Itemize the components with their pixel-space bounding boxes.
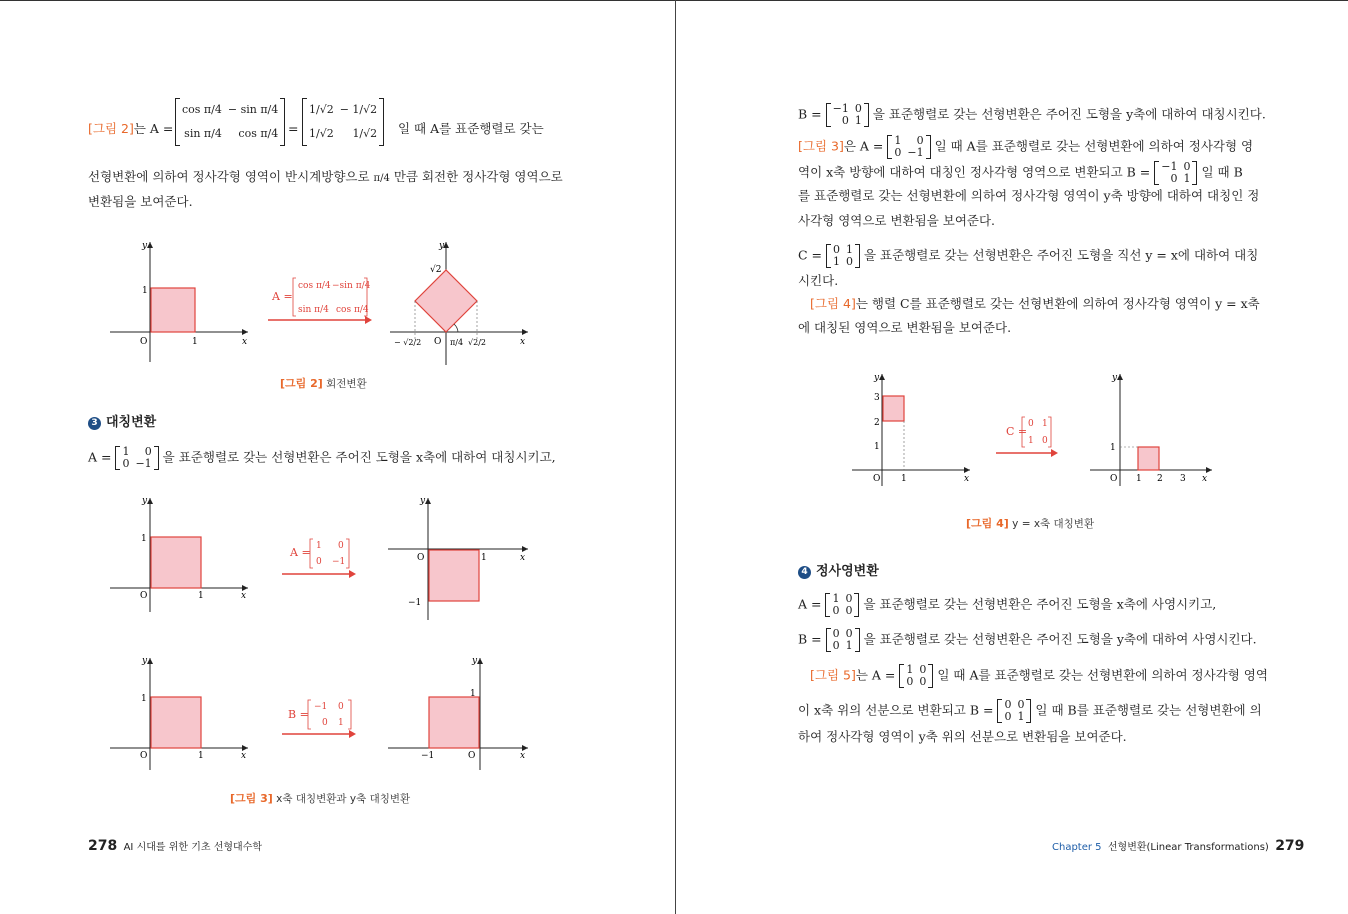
fig2-ref: [그림 2]는 A = [88, 121, 174, 136]
rotated-square [415, 270, 477, 332]
svg-text:y: y [142, 656, 148, 666]
tick-neg: − √2/2 [394, 338, 422, 347]
fig4-arrow-group [996, 417, 1058, 457]
svg-text:O: O [468, 751, 476, 761]
rotation-matrix [175, 98, 285, 146]
m-cell: − 1/√2 [339, 103, 378, 116]
fig3-b-arrow [282, 700, 356, 738]
svg-text:y: y [142, 496, 148, 506]
svg-text:O: O [417, 553, 425, 563]
tick-pos: √2/2 [468, 338, 486, 347]
figure-2 [100, 232, 560, 367]
fig2-m00: cos π/4 [298, 281, 331, 291]
svg-text:C =: C = [1006, 425, 1028, 438]
fig2-left-plot [110, 241, 248, 362]
svg-text:−1: −1 [314, 702, 328, 712]
sec3-text: A = 1 0 0 −1 을 표준행렬로 갖는 선형변환은 주어진 도형을 x축에 대하여 대칭시키고, [88, 445, 556, 470]
p5-line1: [그림 5]는 A = 1 0 0 0 일 때 A를 표준행렬로 갖는 선형변환에 의하여 정사각형 영역 [810, 663, 1268, 688]
fig2-right-plot [390, 241, 528, 365]
svg-text:x: x [520, 553, 526, 563]
svg-text:1: 1 [901, 474, 907, 484]
svg-text:1: 1 [481, 553, 487, 563]
svg-text:2: 2 [874, 418, 880, 428]
fig2-m11: cos π/4 [336, 305, 369, 315]
m-cell: − sin π/4 [227, 103, 279, 116]
p5-line2: 이 x축 위의 선분으로 변환되고 B = 0 0 0 1 일 때 B를 표준행렬로 갖는 선형변환에 의 [798, 698, 1262, 723]
fig4-right-plot [1090, 373, 1212, 486]
fig2-arrow-group [268, 278, 372, 324]
tick-sqrt2: √2 [430, 265, 442, 275]
right-page [676, 0, 1348, 914]
fig2-m10: sin π/4 [298, 305, 329, 315]
svg-text:y: y [420, 496, 426, 506]
origin: O [140, 337, 148, 347]
m-cell: sin π/4 [184, 127, 222, 140]
fig3-top-left [110, 496, 248, 612]
svg-text:3: 3 [874, 393, 880, 403]
svg-text:1: 1 [470, 689, 476, 699]
fig2-m01: −sin π/4 [332, 281, 371, 291]
svg-text:O: O [1110, 474, 1118, 484]
svg-text:−1: −1 [332, 557, 346, 567]
svg-text:y: y [472, 656, 478, 666]
fig2-matrix-label: A = [272, 290, 293, 303]
figure-3 [100, 490, 540, 770]
p3-line1: [그림 3]은 A = 1 0 0 −1 일 때 A를 표준행렬로 갖는 선형변환에 의하여 정사각형 영 [798, 134, 1254, 159]
svg-text:x: x [964, 474, 970, 484]
p5-line3: 하여 정사각형 영역이 y축 위의 선분으로 변환됨을 보여준다. [798, 729, 1127, 744]
fig3-caption: [그림 3] x축 대칭변환과 y축 대칭변환 [230, 792, 411, 805]
sec4-b: B = 0 0 0 1 을 표준행렬로 갖는 선형변환은 주어진 도형을 y축에 대하여 사영시킨다. [798, 627, 1257, 652]
fig3-bottom-left [110, 656, 248, 770]
section-4-heading: 4 정사영변환 [798, 564, 879, 580]
m-cell: 1/√2 [352, 127, 378, 140]
fig4-caption: [그림 4] y = x축 대칭변환 [966, 517, 1095, 530]
folio-left: 278 AI 시대를 위한 기초 선형대수학 [88, 838, 263, 854]
c-line2: 시킨다. [798, 273, 839, 288]
p1-line3: 변환됨을 보여준다. [88, 194, 193, 209]
unit-square [151, 537, 201, 588]
x-axis-label: x [520, 337, 526, 347]
m-cell: 1/√2 [309, 103, 334, 116]
svg-text:O: O [140, 591, 148, 601]
svg-text:0: 0 [322, 718, 328, 728]
fig4-left-plot [852, 373, 970, 486]
p4-line1: [그림 4]는 행렬 C를 표준행렬로 갖는 선형변환에 의하여 정사각형 영역이 y = x축 [810, 296, 1260, 311]
svg-text:x: x [241, 751, 247, 761]
svg-text:1: 1 [1028, 436, 1034, 446]
numeric-matrix [302, 98, 384, 146]
svg-text:y: y [874, 373, 880, 383]
tick-pi4: π/4 [450, 338, 464, 347]
p3-line3: 를 표준행렬로 갖는 선형변환에 의하여 정사각형 영역이 y축 방향에 대하여 대칭인 정 [798, 188, 1260, 203]
p1-line2: 선형변환에 의하여 정사각형 영역이 반시계방향으로 π/4 만큼 회전한 정사각형 영역으로 [88, 169, 563, 184]
x-axis-label: x [242, 337, 248, 347]
unit-square [151, 288, 195, 332]
svg-text:O: O [873, 474, 881, 484]
reflected-square [429, 550, 479, 601]
svg-text:1: 1 [141, 694, 147, 704]
unit-square [151, 697, 201, 748]
svg-text:−1: −1 [408, 598, 422, 608]
fig3-top-right [388, 496, 528, 620]
reflected-rect [1138, 447, 1159, 470]
svg-text:1: 1 [198, 591, 204, 601]
pi-over-4: π/4 [373, 173, 390, 184]
svg-text:0: 0 [1028, 419, 1034, 429]
fig2-caption: [그림 2] 회전변환 [280, 377, 367, 390]
svg-text:1: 1 [141, 534, 147, 544]
svg-text:0: 0 [338, 702, 344, 712]
svg-text:1: 1 [874, 442, 880, 452]
svg-text:−1: −1 [421, 751, 435, 761]
origin: O [434, 337, 442, 347]
svg-text:3: 3 [1180, 474, 1186, 484]
svg-text:x: x [1202, 474, 1208, 484]
svg-text:O: O [140, 751, 148, 761]
source-rect [883, 396, 904, 421]
svg-text:y: y [1112, 373, 1118, 383]
equals: = [288, 121, 299, 136]
m-cell: cos π/4 [238, 127, 279, 140]
p3-line2: 역이 x축 방향에 대하여 대칭인 정사각형 영역으로 변환되고 B = −1 0 0 1 일 때 B [798, 160, 1243, 185]
svg-text:2: 2 [1157, 474, 1163, 484]
figure-4 [846, 368, 1216, 493]
svg-text:x: x [241, 591, 247, 601]
fig3-a-arrow [282, 539, 356, 578]
sec4-a: A = 1 0 0 0 을 표준행렬로 갖는 선형변환은 주어진 도형을 x축에 사영시키고, [798, 592, 1217, 617]
p3-line4: 사각형 영역으로 변환됨을 보여준다. [798, 213, 996, 228]
y-axis-label: y [142, 241, 148, 251]
svg-text:B =: B = [288, 708, 309, 721]
p1-tail: 일 때 A를 표준행렬로 갖는 [398, 121, 544, 136]
svg-text:1: 1 [1110, 443, 1116, 453]
section-3-heading: 3 대칭변환 [88, 415, 156, 431]
p4-line2: 에 대칭된 영역으로 변환됨을 보여준다. [798, 320, 1012, 335]
y-axis-label: y [439, 241, 445, 251]
svg-text:1: 1 [198, 751, 204, 761]
b-line: B = −1 0 0 1 을 표준행렬로 갖는 선형변환은 주어진 도형을 y축에 대하여 대칭시킨다. [798, 102, 1266, 127]
tick-x-1: 1 [192, 337, 198, 347]
svg-text:1: 1 [338, 718, 344, 728]
section-number: 3 [88, 417, 101, 430]
fig3-bottom-right [388, 656, 528, 770]
svg-text:1: 1 [316, 541, 322, 551]
c-line: C = 0 1 1 0 을 표준행렬로 갖는 선형변환은 주어진 도형을 직선 y = x에 대하여 대칭 [798, 243, 1259, 268]
m-cell: 1/√2 [309, 127, 334, 140]
reflected-square [429, 697, 479, 748]
svg-text:1: 1 [1136, 474, 1142, 484]
folio-right: Chapter 5 선형변환(Linear Transformations) 279 [1052, 838, 1305, 854]
svg-text:A =: A = [290, 546, 311, 559]
svg-text:0: 0 [338, 541, 344, 551]
svg-text:0: 0 [1042, 436, 1048, 446]
svg-text:0: 0 [316, 557, 322, 567]
section-number: 4 [798, 566, 811, 579]
m-cell: cos π/4 [182, 103, 222, 116]
svg-text:x: x [520, 751, 526, 761]
svg-text:1: 1 [1042, 419, 1048, 429]
tick-y-1: 1 [142, 286, 148, 296]
